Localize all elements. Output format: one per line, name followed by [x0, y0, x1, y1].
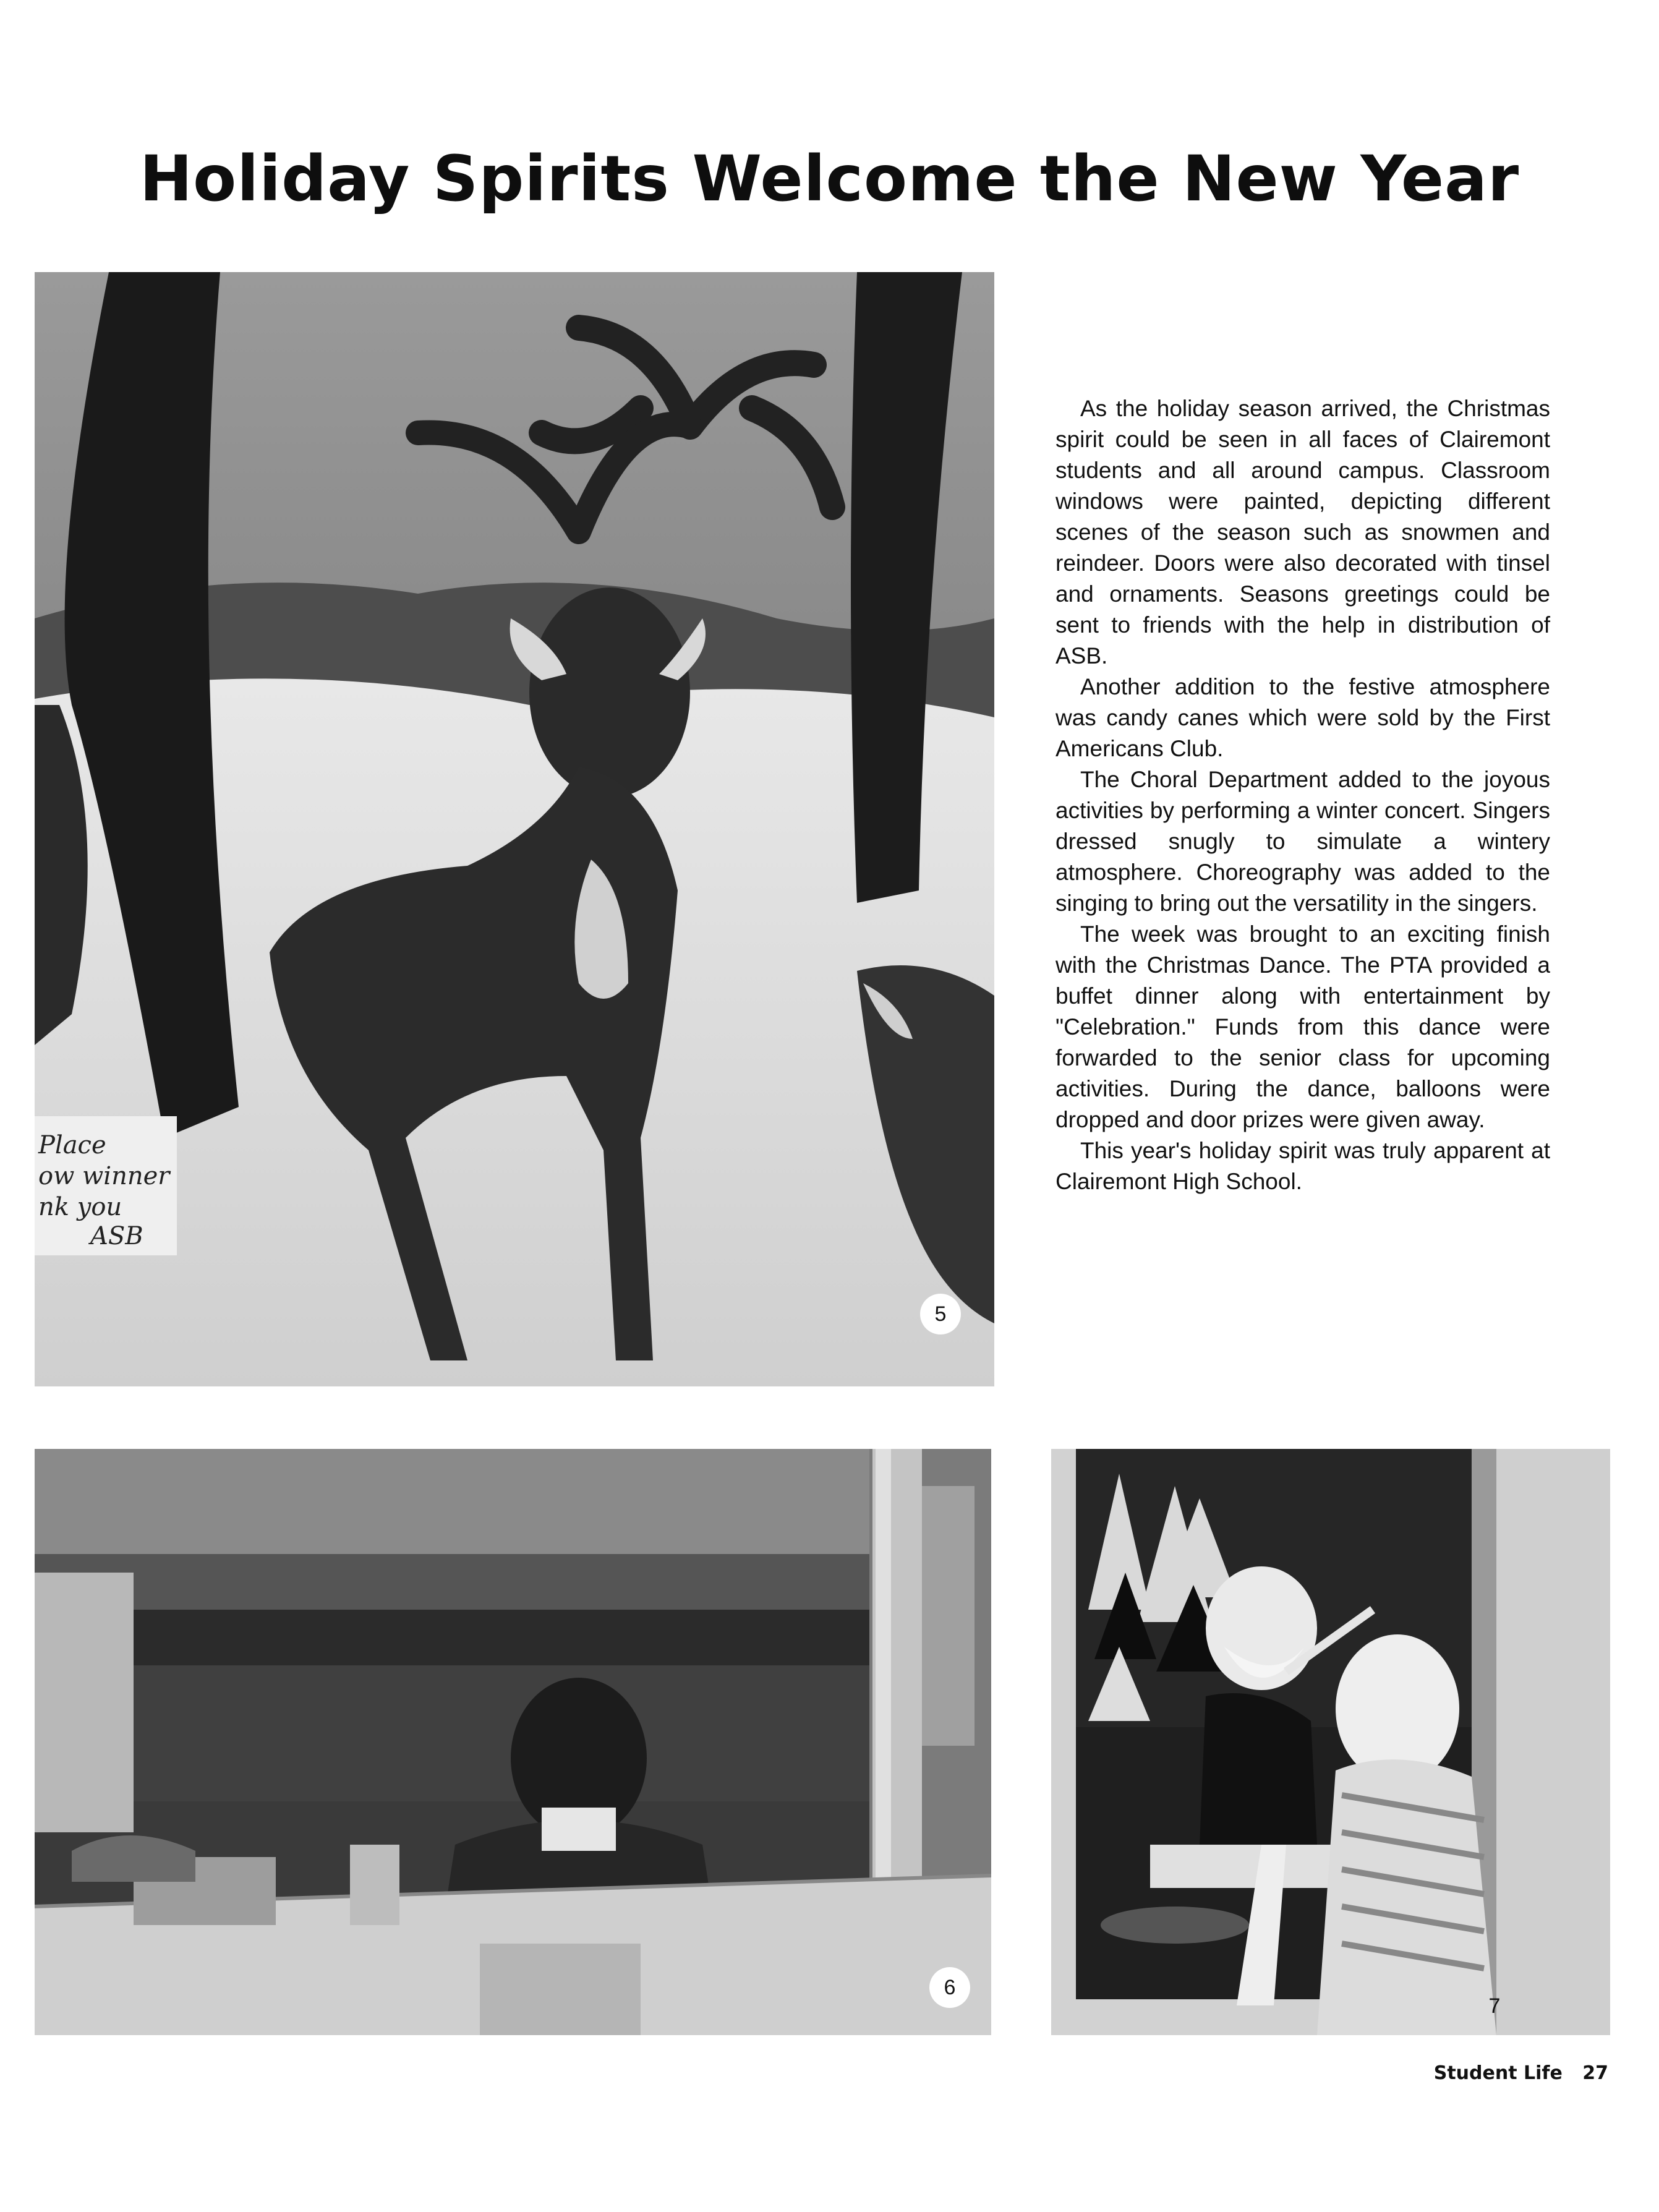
- santa-window-image: [1051, 1449, 1610, 2035]
- reindeer-painting-image: [35, 272, 994, 1386]
- article-paragraph: Another addition to the festive atmosphere was candy canes which were sold by the First Americans Club.: [1056, 674, 1550, 761]
- footer-section: Student Life: [1433, 2062, 1563, 2084]
- page-number: 27: [1582, 2062, 1608, 2084]
- photo-number-5: 5: [920, 1294, 961, 1334]
- article-paragraph: The Choral Department added to the joyous activities by performing a winter concert. Singers dressed snugly to simulate a wintery atmosphere. Choreography was added to the singing to bring out the versatility in the singers.: [1056, 767, 1550, 916]
- page-title: Holiday Spirits Welcome the New Year: [139, 142, 1520, 216]
- article-body: [1056, 393, 1550, 1197]
- sign-line-2: ow winner: [38, 1162, 170, 1190]
- sign-line-1: Place: [38, 1131, 106, 1159]
- article-paragraph: As the holiday season arrived, the Christmas spirit could be seen in all faces of Clairemont students and all around campus. Classroom windows were painted, depicting different scenes of the season such as snowmen and reindeer. Doors were also decorated with tinsel and ornaments. Seasons greetings could be sent to friends with the help in distribution of ASB.: [1056, 396, 1550, 668]
- sign-line-4: ASB: [90, 1222, 143, 1250]
- sign-line-3: nk you: [38, 1193, 122, 1221]
- photo-student-at-table: [35, 1449, 991, 2035]
- photo-reindeer-painting: [35, 272, 994, 1386]
- photo-number-7: 7: [1488, 1994, 1501, 2018]
- article-paragraph: This year's holiday spirit was truly apparent at Clairemont High School.: [1056, 1138, 1550, 1194]
- article-paragraph: The week was brought to an exciting finish with the Christmas Dance. The PTA provided a buffet dinner along with entertainment by "Celebration." Funds from this dance were forwarded to the senior class for upcoming activities. During the dance, balloons were dropped and door prizes were given away.: [1056, 921, 1550, 1132]
- photo-santa-window: [1051, 1449, 1610, 2035]
- student-at-table-image: [35, 1449, 991, 2035]
- photo-number-6: 6: [929, 1967, 970, 2008]
- page-footer: [1434, 2062, 1608, 2084]
